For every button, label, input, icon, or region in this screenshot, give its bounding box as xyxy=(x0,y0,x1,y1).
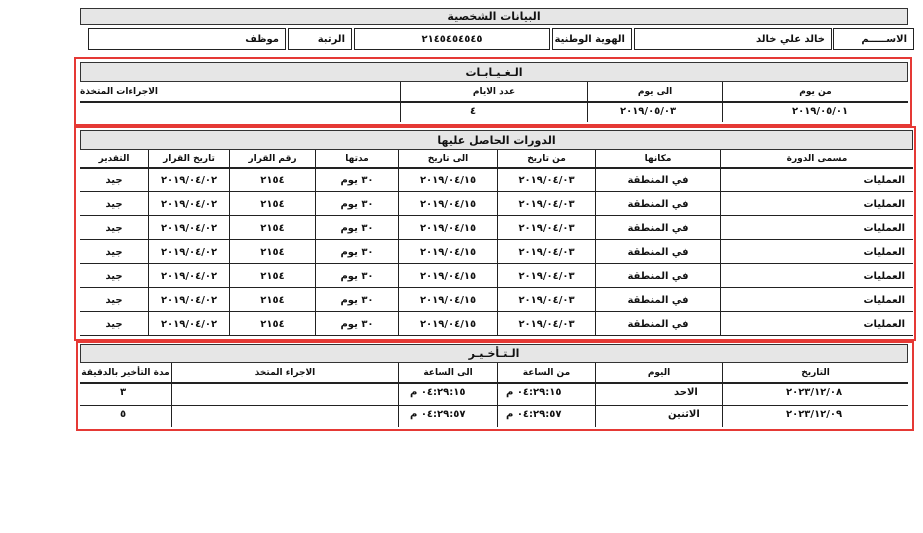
absences-title-text: الـغـيـابـات xyxy=(465,65,523,79)
personal-title-text: البيانات الشخصية xyxy=(447,10,541,23)
course-cell-to-date: ٢٠١٩/٠٤/١٥ xyxy=(419,270,477,282)
course-cell-place: في المنطقة xyxy=(627,198,689,210)
course-cell-place: في المنطقة xyxy=(627,294,689,306)
courses-header-from: من تاريخ xyxy=(498,150,595,168)
absences-row-from: ٢٠١٩/٠٥/٠١ xyxy=(792,106,849,117)
course-cell-duration: ٣٠ يوم xyxy=(340,294,374,306)
delays-section-title xyxy=(80,344,908,363)
delays-row-to: ٠٤:٢٩:٥٧ م xyxy=(410,409,466,420)
courses-title-text: الدورات الحاصل عليها xyxy=(437,133,556,147)
course-cell-grade: جيد xyxy=(105,294,123,306)
course-cell-decision-no: ٢١٥٤ xyxy=(260,174,285,186)
id-value: ٢١٤٥٤٥٤٥٤٥ xyxy=(354,28,550,50)
delays-row-date: ٢٠٢٣/١٢/٠٩ xyxy=(786,409,843,420)
course-cell-place: في المنطقة xyxy=(627,174,689,186)
course-cell-decision-date: ٢٠١٩/٠٤/٠٢ xyxy=(160,246,218,258)
course-cell-grade: جيد xyxy=(105,318,123,330)
rank-value: موظف xyxy=(88,28,286,50)
rank-label: الرتبة xyxy=(288,28,352,50)
courses-header-duration: مدتها xyxy=(316,150,398,168)
course-cell-to-date: ٢٠١٩/٠٤/١٥ xyxy=(419,174,477,186)
absences-table xyxy=(80,82,908,122)
course-cell-from-date: ٢٠١٩/٠٤/٠٣ xyxy=(518,222,575,234)
course-cell-decision-no: ٢١٥٤ xyxy=(260,294,285,306)
personal-info-row xyxy=(88,28,914,50)
course-cell-name: العمليات xyxy=(863,246,905,258)
id-label: الهوية الوطنية xyxy=(552,28,632,50)
course-cell-duration: ٣٠ يوم xyxy=(340,222,374,234)
course-cell-to-date: ٢٠١٩/٠٤/١٥ xyxy=(419,294,477,306)
course-cell-place: في المنطقة xyxy=(627,270,689,282)
course-cell-grade: جيد xyxy=(105,222,123,234)
course-cell-from-date: ٢٠١٩/٠٤/٠٣ xyxy=(518,246,575,258)
delays-header-date: التاريخ xyxy=(723,363,908,383)
course-cell-duration: ٣٠ يوم xyxy=(340,174,374,186)
delays-header-minutes: مدة التأخير بالدقيقة xyxy=(80,363,171,383)
course-cell-duration: ٣٠ يوم xyxy=(340,198,374,210)
course-cell-from-date: ٢٠١٩/٠٤/٠٣ xyxy=(518,198,575,210)
course-cell-decision-date: ٢٠١٩/٠٤/٠٢ xyxy=(160,198,218,210)
courses-header-decision-no: رقم القرار xyxy=(230,150,315,168)
courses-header-decision-date: تاريخ القرار xyxy=(149,150,229,168)
absences-header-to: الى يوم xyxy=(588,82,722,102)
delays-header-from: من الساعة xyxy=(498,363,595,383)
course-cell-to-date: ٢٠١٩/٠٤/١٥ xyxy=(419,198,477,210)
delays-row-to: ٠٤:٢٩:١٥ م xyxy=(410,387,466,398)
course-cell-place: في المنطقة xyxy=(627,246,689,258)
course-cell-to-date: ٢٠١٩/٠٤/١٥ xyxy=(419,246,477,258)
courses-header-to: الى تاريخ xyxy=(399,150,497,168)
delays-header-day: اليوم xyxy=(596,363,722,383)
course-cell-decision-no: ٢١٥٤ xyxy=(260,198,285,210)
delays-title-text: الـتـأخـيـر xyxy=(468,347,520,360)
delays-row-minutes: ٣ xyxy=(120,387,127,398)
course-cell-decision-date: ٢٠١٩/٠٤/٠٢ xyxy=(160,270,218,282)
course-cell-grade: جيد xyxy=(105,270,123,282)
courses-header-place: مكانها xyxy=(596,150,720,168)
course-cell-name: العمليات xyxy=(863,222,905,234)
course-cell-duration: ٣٠ يوم xyxy=(340,270,374,282)
course-cell-decision-date: ٢٠١٩/٠٤/٠٢ xyxy=(160,222,218,234)
course-cell-decision-no: ٢١٥٤ xyxy=(260,318,285,330)
course-cell-decision-date: ٢٠١٩/٠٤/٠٢ xyxy=(160,318,218,330)
course-cell-to-date: ٢٠١٩/٠٤/١٥ xyxy=(419,222,477,234)
delays-row-from: ٠٤:٢٩:٥٧ م xyxy=(506,409,562,420)
course-cell-decision-date: ٢٠١٩/٠٤/٠٢ xyxy=(160,294,218,306)
course-cell-decision-no: ٢١٥٤ xyxy=(260,270,285,282)
absences-section-title xyxy=(80,62,908,82)
delays-row-minutes: ٥ xyxy=(120,409,127,420)
course-cell-name: العمليات xyxy=(863,318,905,330)
absences-header-actions: الاجراءات المتخذة xyxy=(80,82,400,102)
course-cell-duration: ٣٠ يوم xyxy=(340,246,374,258)
course-cell-decision-date: ٢٠١٩/٠٤/٠٢ xyxy=(160,174,218,186)
course-cell-from-date: ٢٠١٩/٠٤/٠٣ xyxy=(518,270,575,282)
course-cell-place: في المنطقة xyxy=(627,318,689,330)
course-cell-name: العمليات xyxy=(863,174,905,186)
course-cell-from-date: ٢٠١٩/٠٤/٠٣ xyxy=(518,318,575,330)
absences-row-days: ٤ xyxy=(470,106,477,117)
course-cell-grade: جيد xyxy=(105,198,123,210)
course-cell-to-date: ٢٠١٩/٠٤/١٥ xyxy=(419,318,477,330)
delays-row-day: الاثنين xyxy=(668,409,700,420)
absences-header-days: عدد الايام xyxy=(401,82,587,102)
delays-header-to: الى الساعة xyxy=(399,363,497,383)
delays-row-from: ٠٤:٢٩:١٥ م xyxy=(506,387,562,398)
course-cell-grade: جيد xyxy=(105,246,123,258)
courses-header-name: مسمى الدورة xyxy=(721,150,913,168)
course-cell-place: في المنطقة xyxy=(627,222,689,234)
personal-section-title xyxy=(80,8,908,25)
course-cell-name: العمليات xyxy=(863,270,905,282)
courses-header-grade: التقدير xyxy=(80,150,148,168)
courses-section-title xyxy=(80,130,913,150)
course-cell-name: العمليات xyxy=(863,294,905,306)
course-cell-decision-no: ٢١٥٤ xyxy=(260,246,285,258)
name-label: الاســـــم xyxy=(833,28,914,50)
absences-header-from: من يوم xyxy=(723,82,908,102)
delays-row-day: الاحد xyxy=(674,387,698,398)
delays-table xyxy=(80,363,908,427)
courses-table xyxy=(80,150,913,336)
name-value: خالد علي خالد xyxy=(634,28,832,50)
course-cell-from-date: ٢٠١٩/٠٤/٠٣ xyxy=(518,174,575,186)
course-cell-duration: ٣٠ يوم xyxy=(340,318,374,330)
course-cell-grade: جيد xyxy=(105,174,123,186)
absences-row-to: ٢٠١٩/٠٥/٠٣ xyxy=(620,106,677,117)
course-cell-decision-no: ٢١٥٤ xyxy=(260,222,285,234)
delays-header-action: الاجراء المتخذ xyxy=(172,363,398,383)
course-cell-from-date: ٢٠١٩/٠٤/٠٣ xyxy=(518,294,575,306)
delays-row-date: ٢٠٢٣/١٢/٠٨ xyxy=(786,387,843,398)
course-cell-name: العمليات xyxy=(863,198,905,210)
